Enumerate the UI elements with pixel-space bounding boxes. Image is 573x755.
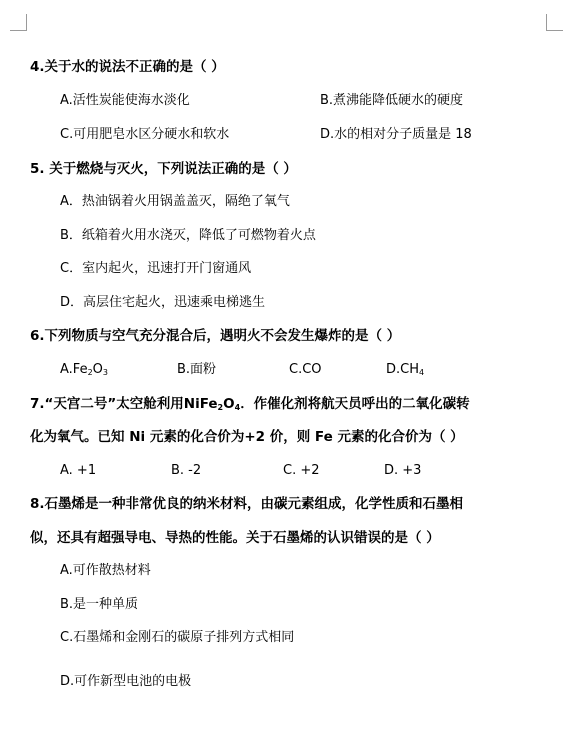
- question-4-option-c: C.可用肥皂水区分硬水和软水: [60, 127, 230, 142]
- question-7-stem-line-1: 7.“天宫二号”太空舱利用$NiFe_2O_4$．作催化剂将航天员呼出的二氧化碳转: [30, 396, 470, 412]
- question-6-option-c: C.CO: [289, 362, 322, 377]
- page-corner-mark-right: [546, 14, 563, 31]
- question-6-option-d: $D.CH_4$: [386, 362, 425, 377]
- question-text: 下列物质与空气充分混合后，遇明火不会发生爆炸的是（ ）: [44, 328, 401, 344]
- question-6-option-b: B.面粉: [177, 362, 217, 377]
- question-number: 7.: [30, 396, 45, 412]
- question-8-option-c: C.石墨烯和金刚石的碳原子排列方式相同: [60, 630, 295, 645]
- question-8-option-d: D.可作新型电池的电极: [60, 674, 192, 689]
- question-7-option-c: C. +2: [283, 463, 320, 478]
- question-8-stem-line-1: 8.石墨烯是一种非常优良的纳米材料，由碳元素组成，化学性质和石墨相: [30, 496, 464, 512]
- question-6-option-a: $A.Fe_2O_3$: [60, 362, 108, 377]
- question-text: 关于燃烧与灭火，下列说法正确的是（ ）: [49, 161, 297, 177]
- question-number: 6.: [30, 328, 45, 344]
- question-number: 5.: [30, 161, 45, 177]
- question-4-stem: [30, 58, 225, 76]
- question-7-option-a: A. +1: [60, 463, 97, 478]
- question-number: 4.: [30, 59, 45, 75]
- page-corner-mark-left: [10, 14, 27, 31]
- question-number: 8.: [30, 496, 45, 512]
- question-8-stem-line-2: 似，还具有超强导电、导热的性能。关于石墨烯的认识错误的是（ ）: [30, 530, 440, 546]
- question-7-option-b: B. -2: [171, 463, 202, 478]
- question-5-option-b: B．纸箱着火用水浇灭，降低了可燃物着火点: [60, 228, 316, 243]
- question-7-option-d: D. +3: [384, 463, 422, 478]
- question-5-stem: [30, 160, 297, 178]
- question-5-option-c: C．室内起火，迅速打开门窗通风: [60, 261, 252, 276]
- question-4-option-d: D.水的相对分子质量是 18: [320, 127, 472, 142]
- question-8-option-a: A.可作散热材料: [60, 563, 151, 578]
- question-4-option-a: A.活性炭能使海水淡化: [60, 93, 190, 108]
- question-4-option-b: B.煮沸能降低硬水的硬度: [320, 93, 464, 108]
- question-7-stem-line-2: 化为氧气。已知 Ni 元素的化合价为+2 价，则 Fe 元素的化合价为（ ）: [30, 429, 464, 445]
- question-6-stem: [30, 327, 400, 345]
- question-5-option-d: D．高层住宅起火，迅速乘电梯逃生: [60, 295, 266, 310]
- question-text: 关于水的说法不正确的是（ ）: [44, 59, 225, 75]
- question-5-option-a: A．热油锅着火用锅盖盖灭，隔绝了氧气: [60, 194, 290, 209]
- question-8-option-b: B.是一种单质: [60, 597, 139, 612]
